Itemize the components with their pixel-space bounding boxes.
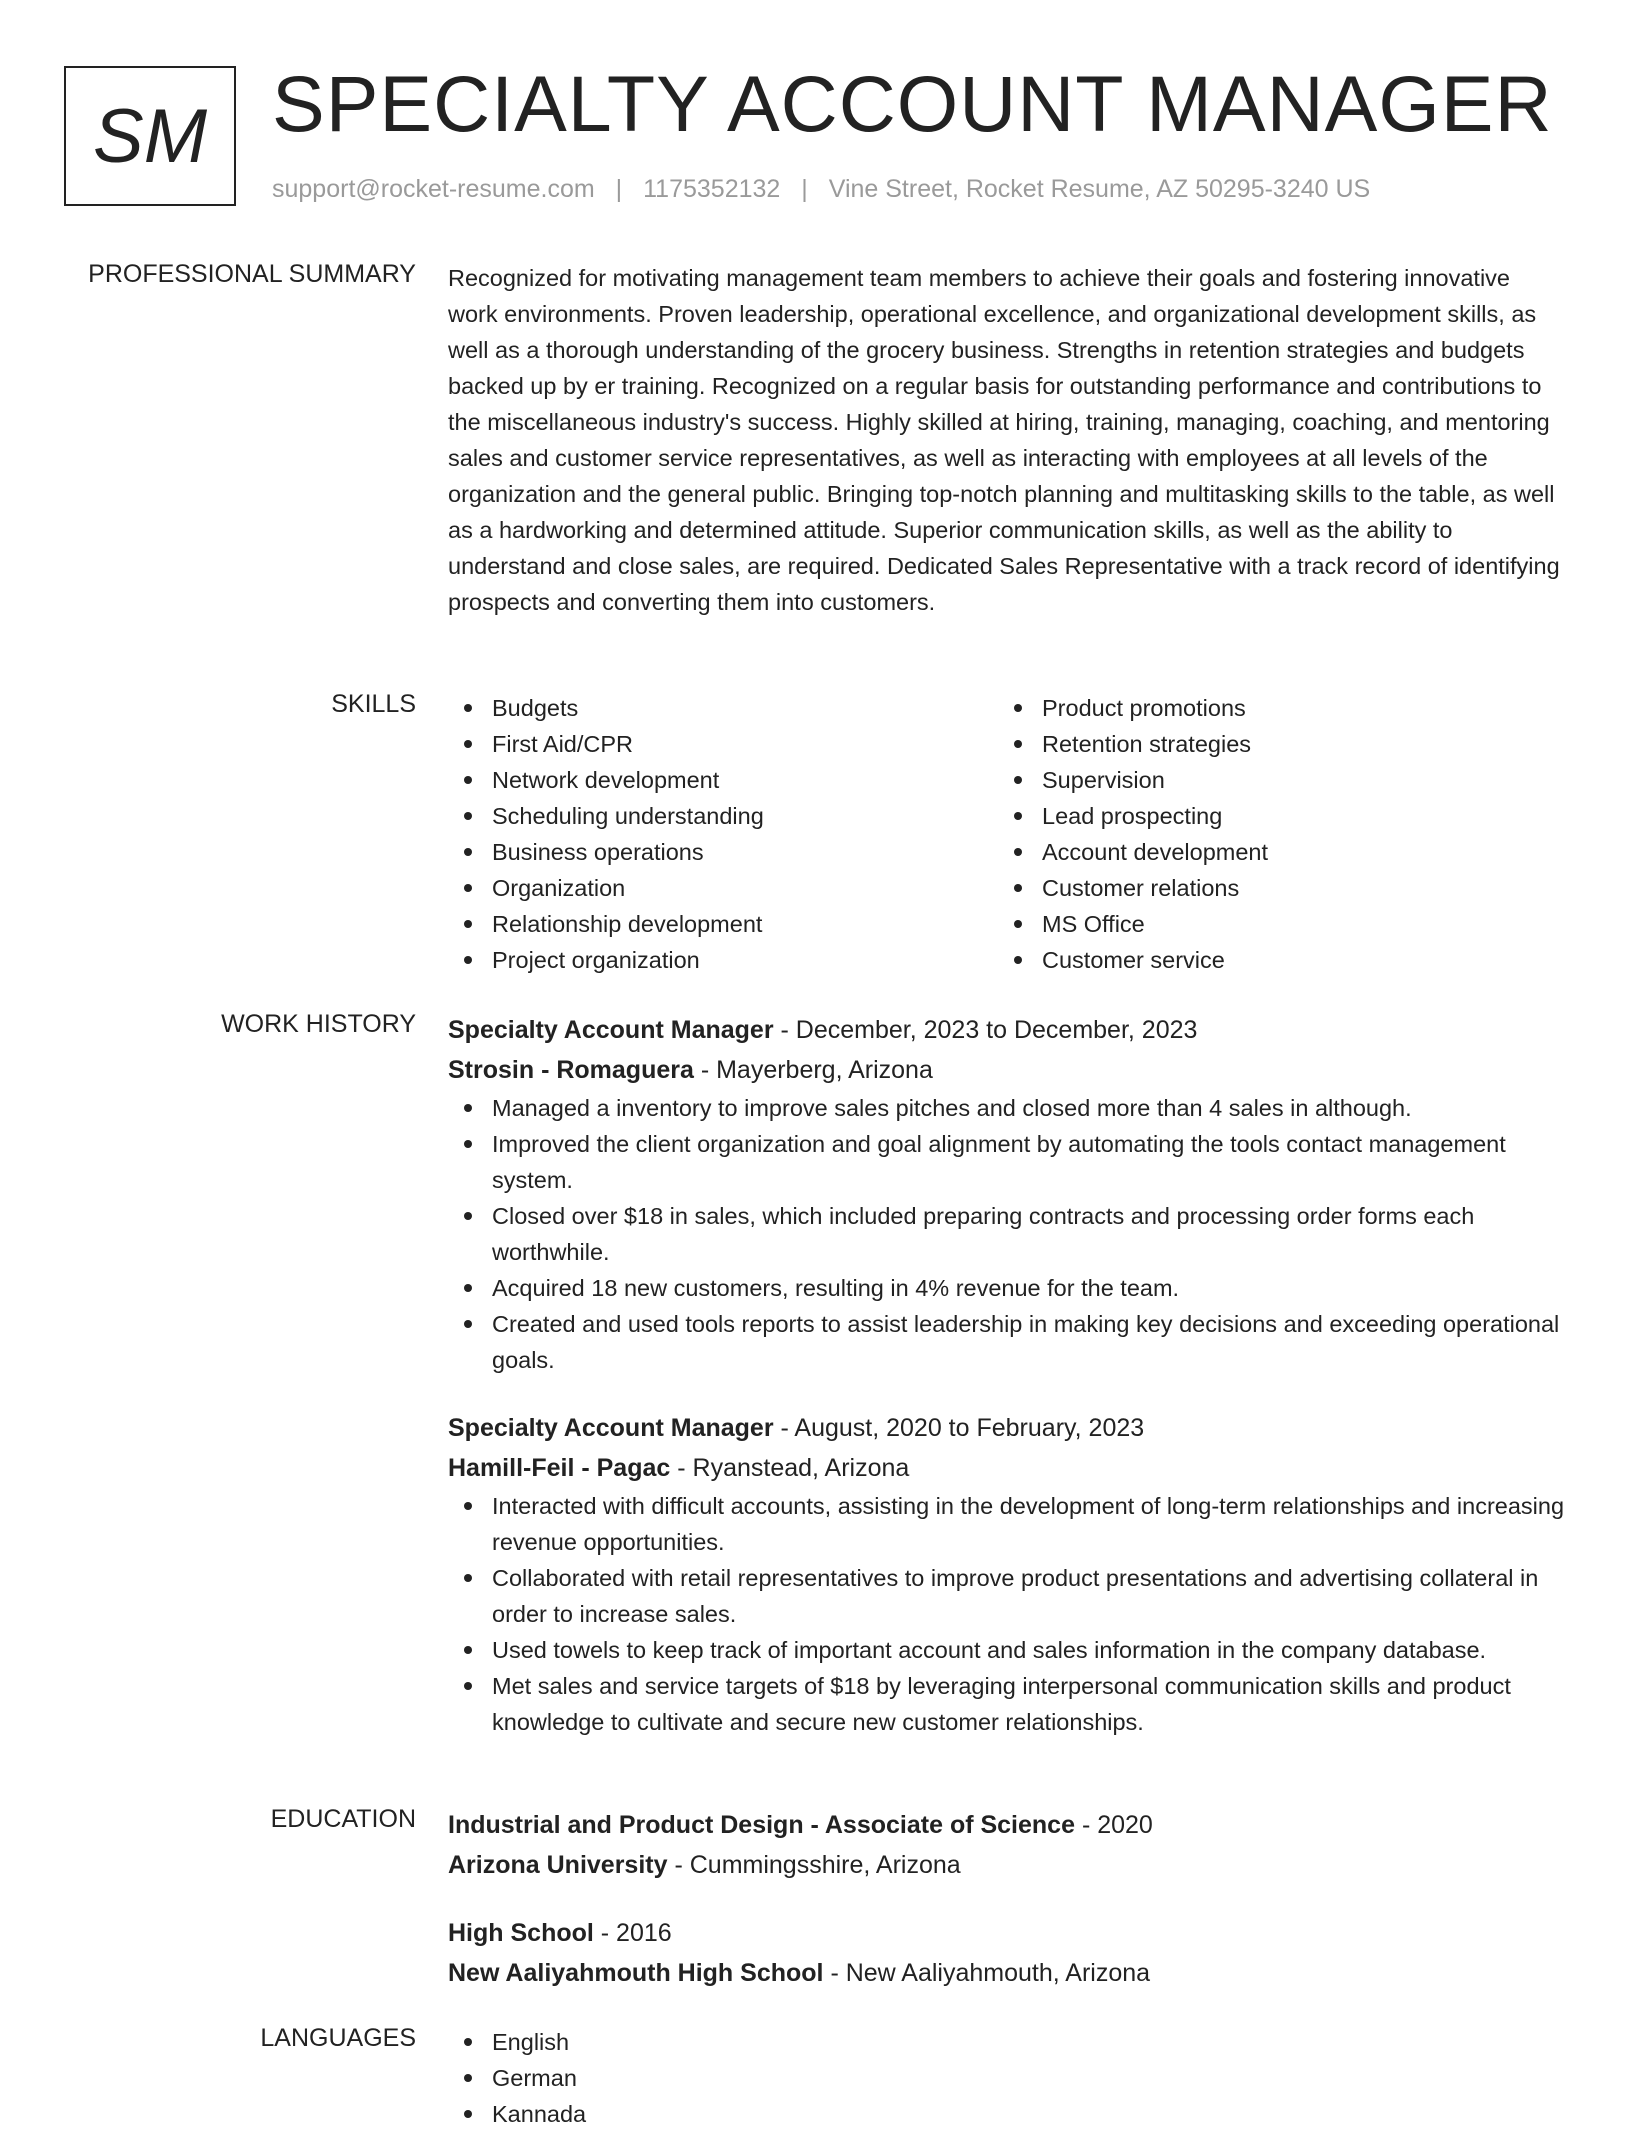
job-company-line	[448, 1448, 1564, 1488]
contact-phone: 1175352132	[643, 175, 781, 203]
education-year: - 2016	[593, 1919, 672, 1947]
summary-text: Recognized for motivating management team members to achieve their goals and fostering innovative work environments. Proven leadership, operational excellence, and organizational development skills, as well as a thorough understanding of the grocery business. Strengths in retention strategies and budgets backed up by er training. Recognized on a regular basis for outstanding performance and contributions to the miscellaneous industry's success. Highly skilled at hiring, training, managing, coaching, and mentoring sales and customer service representatives, as well as interacting with employees at all levels of the organization and the general public. Bringing top-notch planning and multitasking skills to the table, as well as a hardworking and determined attitude. Superior communication skills, as well as the ability to understand and close sales, are required. Dedicated Sales Representative with a track record of identifying prospects and converting them into customers.	[448, 265, 1560, 615]
section-title-work: WORK HISTORY	[221, 1010, 416, 1038]
languages-list	[448, 2024, 1564, 2132]
job-dates: - December, 2023 to December, 2023	[773, 1016, 1198, 1044]
education-degree: High School	[448, 1919, 594, 1947]
skill-item: MS Office	[998, 906, 1548, 942]
skills-list-left	[448, 690, 998, 978]
education-school-line	[448, 1845, 1564, 1885]
section-title-languages: LANGUAGES	[260, 2024, 416, 2052]
job-dates: - August, 2020 to February, 2023	[773, 1414, 1145, 1442]
skill-item: Organization	[448, 870, 998, 906]
skill-item: Lead prospecting	[998, 798, 1548, 834]
skill-item: Project organization	[448, 942, 998, 978]
job-bullet: Closed over $18 in sales, which included preparing contracts and processing order forms each worthwhile.	[448, 1198, 1564, 1270]
resume-title: SPECIALTY ACCOUNT MANAGER	[272, 59, 1553, 148]
job-bullet: Collaborated with retail representatives to improve product presentations and advertising collateral in order to increase sales.	[448, 1560, 1564, 1632]
job-location: - Mayerberg, Arizona	[693, 1056, 933, 1084]
skill-item: Retention strategies	[998, 726, 1548, 762]
education-school-line	[448, 1953, 1564, 1993]
job-bullet: Used towels to keep track of important account and sales information in the company database.	[448, 1632, 1564, 1668]
job-role-line	[448, 1010, 1564, 1050]
skill-item: Relationship development	[448, 906, 998, 942]
job-bullets	[448, 1090, 1564, 1378]
skill-item: Account development	[998, 834, 1548, 870]
job-bullet: Interacted with difficult accounts, assisting in the development of long-term relationships and increasing revenue opportunities.	[448, 1488, 1564, 1560]
job-bullet: Met sales and service targets of $18 by leveraging interpersonal communication skills and product knowledge to cultivate and secure new customer relationships.	[448, 1668, 1564, 1740]
education-entry	[448, 1805, 1564, 1885]
job-entry	[448, 1408, 1564, 1740]
education-entry	[448, 1913, 1564, 1993]
job-entry	[448, 1010, 1564, 1378]
language-item: German	[448, 2060, 1564, 2096]
contact-line	[272, 175, 1370, 204]
education-degree-line	[448, 1805, 1564, 1845]
skill-item: Network development	[448, 762, 998, 798]
job-role-line	[448, 1408, 1564, 1448]
language-item: English	[448, 2024, 1564, 2060]
section-title-education: EDUCATION	[270, 1805, 416, 1833]
skills-list-right	[998, 690, 1548, 978]
job-company: Strosin - Romaguera	[448, 1056, 694, 1084]
language-item: Kannada	[448, 2096, 1564, 2132]
education-degree-line	[448, 1913, 1564, 1953]
job-bullet: Improved the client organization and goal alignment by automating the tools contact management system.	[448, 1126, 1564, 1198]
job-bullet: Acquired 18 new customers, resulting in 4% revenue for the team.	[448, 1270, 1564, 1306]
job-bullets	[448, 1488, 1564, 1740]
skill-item: Business operations	[448, 834, 998, 870]
education-school: New Aaliyahmouth High School	[448, 1959, 824, 1987]
skill-item: Supervision	[998, 762, 1548, 798]
job-bullet: Created and used tools reports to assist leadership in making key decisions and exceeding operational goals.	[448, 1306, 1564, 1378]
skill-item: Customer relations	[998, 870, 1548, 906]
job-role: Specialty Account Manager	[448, 1016, 774, 1044]
contact-separator: |	[615, 175, 623, 203]
section-title-skills: SKILLS	[331, 690, 416, 718]
skill-item: Scheduling understanding	[448, 798, 998, 834]
section-title-summary: PROFESSIONAL SUMMARY	[88, 260, 416, 288]
skill-item: Product promotions	[998, 690, 1548, 726]
job-location: - Ryanstead, Arizona	[670, 1454, 910, 1482]
education-school: Arizona University	[448, 1851, 668, 1879]
contact-address: Vine Street, Rocket Resume, AZ 50295-3240 US	[828, 175, 1371, 203]
contact-separator: |	[801, 175, 808, 203]
education-degree: Industrial and Product Design - Associate of Science	[448, 1811, 1075, 1839]
education-year: - 2020	[1075, 1811, 1153, 1839]
skill-item: First Aid/CPR	[448, 726, 998, 762]
job-role: Specialty Account Manager	[448, 1414, 774, 1442]
skill-item: Customer service	[998, 942, 1548, 978]
skill-item: Budgets	[448, 690, 998, 726]
contact-email[interactable]: support@rocket-resume.com	[272, 175, 595, 203]
education-location: - Cummingsshire, Arizona	[667, 1851, 961, 1879]
job-company-line	[448, 1050, 1564, 1090]
education-location: - New Aaliyahmouth, Arizona	[823, 1959, 1151, 1987]
monogram-logo: SM	[64, 66, 236, 206]
job-company: Hamill-Feil - Pagac	[448, 1454, 671, 1482]
job-bullet: Managed a inventory to improve sales pitches and closed more than 4 sales in although.	[448, 1090, 1564, 1126]
